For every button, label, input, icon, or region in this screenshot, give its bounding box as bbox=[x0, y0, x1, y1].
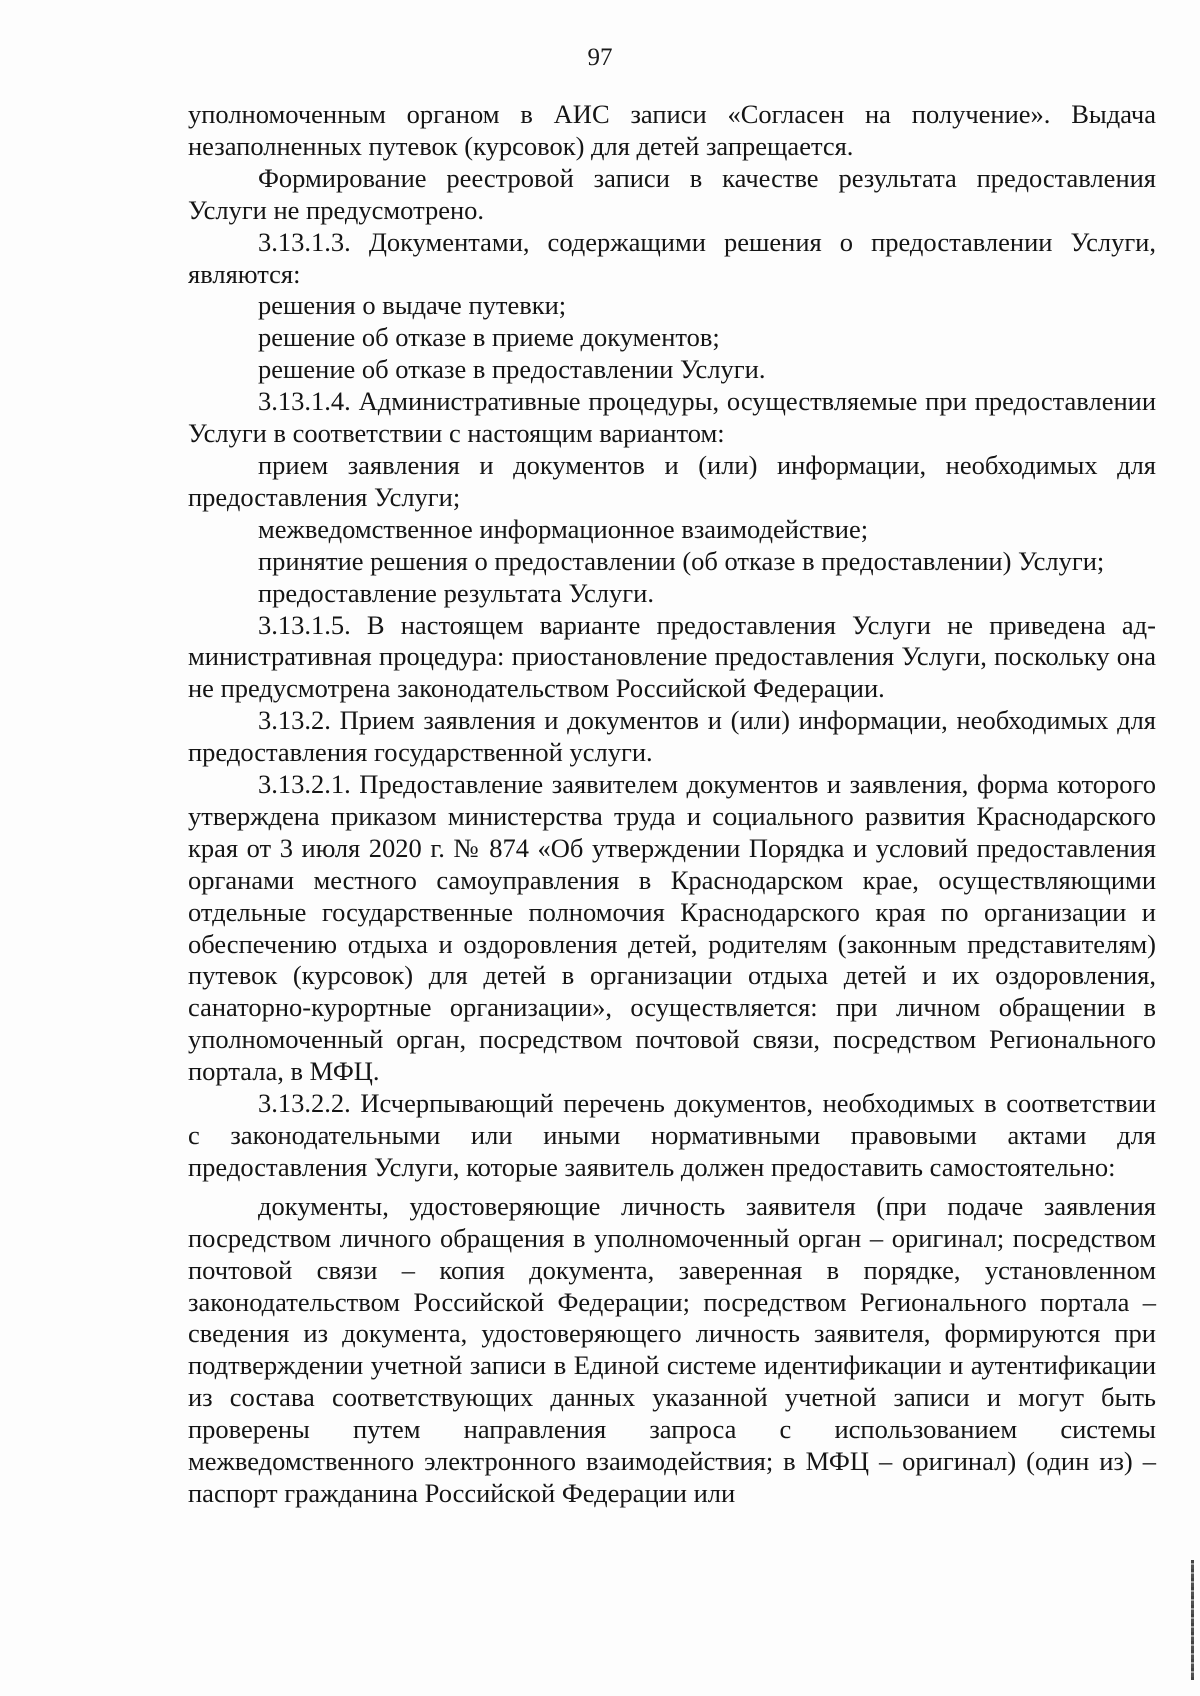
paragraph: решение об отказе в предоставлении Услуги. bbox=[258, 354, 766, 385]
paragraph: 3.13.1.4. Административные процедуры, осуществляемые при предоставлении Услуги в соответствии с настоящим вариантом: bbox=[188, 386, 1156, 449]
paragraph: документы, удостоверяющие личность заявителя (при подаче заявления посредством личного обращения в уполномоченный орган – оригинал; посредством почтовой связи – копия документа, заверенная в порядке, установленном законодательством Российской Федерации; посредством Регионального портала – сведения из документа, удостоверяющего личность заявителя, формируются при подтверждении учетной записи в Единой системе идентификации и аутентификации из состава соответствующих данных указанной учетной записи и могут быть проверены путем направления запроса с использованием системы межведомственного электронного взаимодействия; в МФЦ – оригинал) (один из) – паспорт гражданина Российской Федерации или bbox=[188, 1190, 1156, 1508]
paragraph: 3.13.2.1. Предоставление заявителем документов и заявления, форма которого утверждена приказом министерства труда и социального развития Краснодарского края от 3 июля 2020 г. № 874 «Об утверждении Порядка и условий предоставления органами местного самоуправления в Краснодарском крае, осуществляющими отдельные государственные полномочия Краснодарского края по организации и обеспечению отдыха и оздоровления детей, родителям (законным представителям) путевок (курсовок) для детей в организации отдыха детей и их оздоровления, санаторно-курортные организации», осуществляется: при личном обращении в уполномоченный орган, посредством почтовой связи, посредством Регионального портала, в МФЦ. bbox=[188, 769, 1156, 1087]
document-body bbox=[188, 99, 1156, 1510]
paragraph: Формирование реестровой записи в качестве результата предоставления Услуги не предусмотрено. bbox=[188, 162, 1156, 225]
paragraph: уполномоченным органом в АИС записи «Согласен на получение». Выдача незаполненных путевок (курсовок) для детей запрещается. bbox=[188, 99, 1156, 161]
paragraph: предоставление результата Услуги. bbox=[258, 577, 654, 608]
paragraph: решение об отказе в приеме документов; bbox=[258, 322, 720, 353]
paragraph: 3.13.2. Прием заявления и документов и (или) информации, необходимых для предоставления государственной услуги. bbox=[188, 705, 1156, 768]
paragraph: 3.13.1.5. В настоящем варианте предоставления Услуги не приведена административная процедура: приостановление предоставления Услуги, поскольку она не предусмотрена законодательством Российской Федерации. bbox=[188, 609, 1156, 704]
paragraph: 3.13.2.2. Исчерпывающий перечень документов, необходимых в соответствии с законодательными или иными нормативными правовыми актами для предоставления Услуги, которые заявитель должен предоставить самостоятельно: bbox=[188, 1088, 1156, 1182]
paragraph: принятие решения о предоставлении (об отказе в предоставлении) Услуги; bbox=[258, 545, 1105, 576]
paragraph: 3.13.1.3. Документами, содержащими решения о предоставлении Услуги, являются: bbox=[188, 226, 1156, 289]
paragraph: прием заявления и документов и (или) информации, необходимых для предоставления Услуги; bbox=[188, 449, 1156, 512]
page-number: 97 bbox=[587, 44, 613, 71]
paragraph: решения о выдаче путевки; bbox=[258, 290, 567, 321]
paragraph: межведомственное информационное взаимодействие; bbox=[258, 513, 869, 544]
scan-edge-artifact bbox=[1191, 1560, 1194, 1680]
